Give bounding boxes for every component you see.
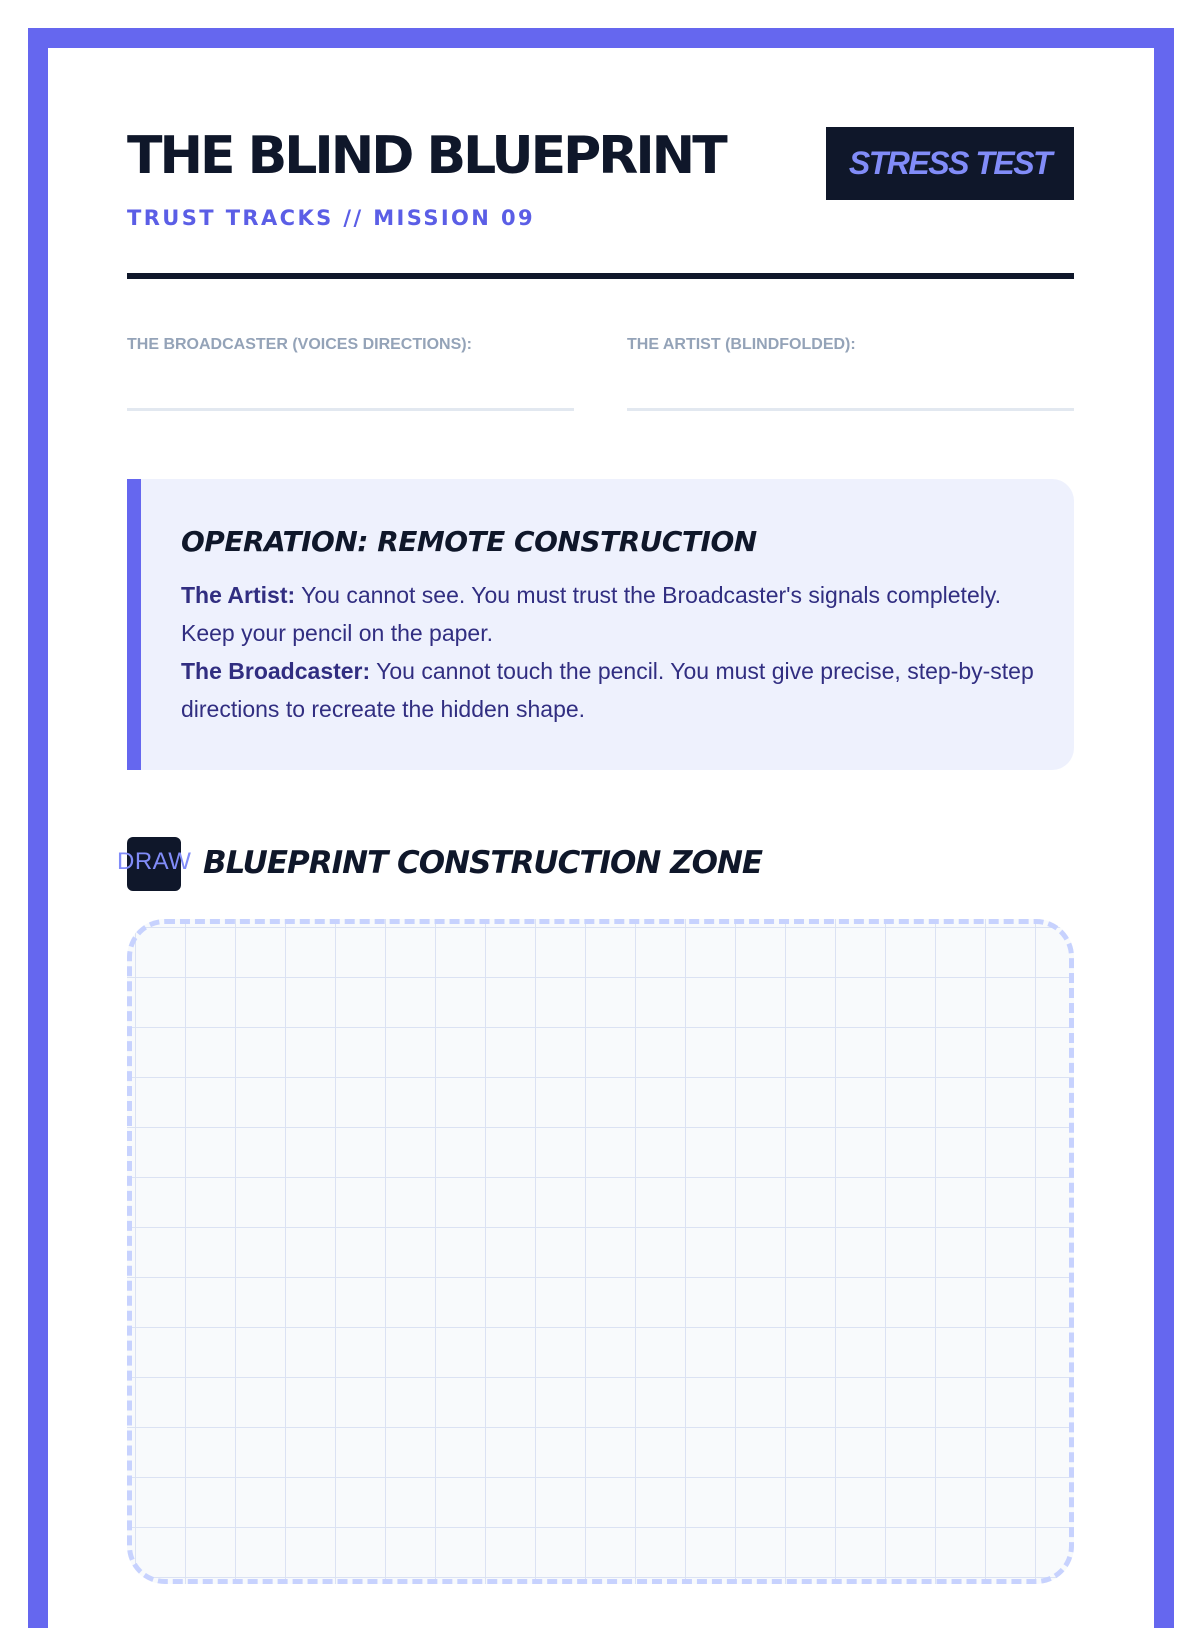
drawing-grid-area[interactable]: [127, 919, 1074, 1584]
broadcaster-instruction-text: You cannot touch the pencil. You must give precise, step-by-step directions to recreate the hidden shape.: [181, 658, 1034, 722]
instructions-title: OPERATION: REMOTE CONSTRUCTION: [181, 525, 757, 558]
header: [127, 126, 1074, 276]
artist-instruction-text: You cannot see. You must trust the Broadcaster's signals completely. Keep your pencil on the paper.: [181, 582, 1002, 646]
instructions-panel: [127, 479, 1074, 770]
header-divider: [127, 273, 1074, 279]
broadcaster-field-label: THE BROADCASTER (VOICES DIRECTIONS):: [127, 336, 472, 353]
broadcaster-role-label: The Broadcaster:: [181, 658, 371, 684]
artist-instruction: [181, 576, 1044, 652]
artist-field-label: THE ARTIST (BLINDFOLDED):: [627, 336, 856, 353]
stress-test-badge: [826, 127, 1074, 200]
page-title: THE BLIND BLUEPRINT: [127, 126, 725, 186]
broadcaster-field[interactable]: [127, 336, 574, 354]
artist-role-label: The Artist:: [181, 582, 296, 608]
badge-label: STRESS TEST: [848, 145, 1052, 181]
broadcaster-field-line: [127, 408, 574, 411]
artist-field-line: [627, 408, 1074, 411]
construction-zone-title: BLUEPRINT CONSTRUCTION ZONE: [203, 845, 763, 881]
artist-field[interactable]: [627, 336, 1074, 354]
draw-icon-label: DRAW: [117, 848, 192, 875]
broadcaster-instruction: [181, 652, 1044, 728]
construction-zone-header: [117, 837, 1074, 891]
page-subtitle: TRUST TRACKS // MISSION 09: [127, 206, 536, 230]
